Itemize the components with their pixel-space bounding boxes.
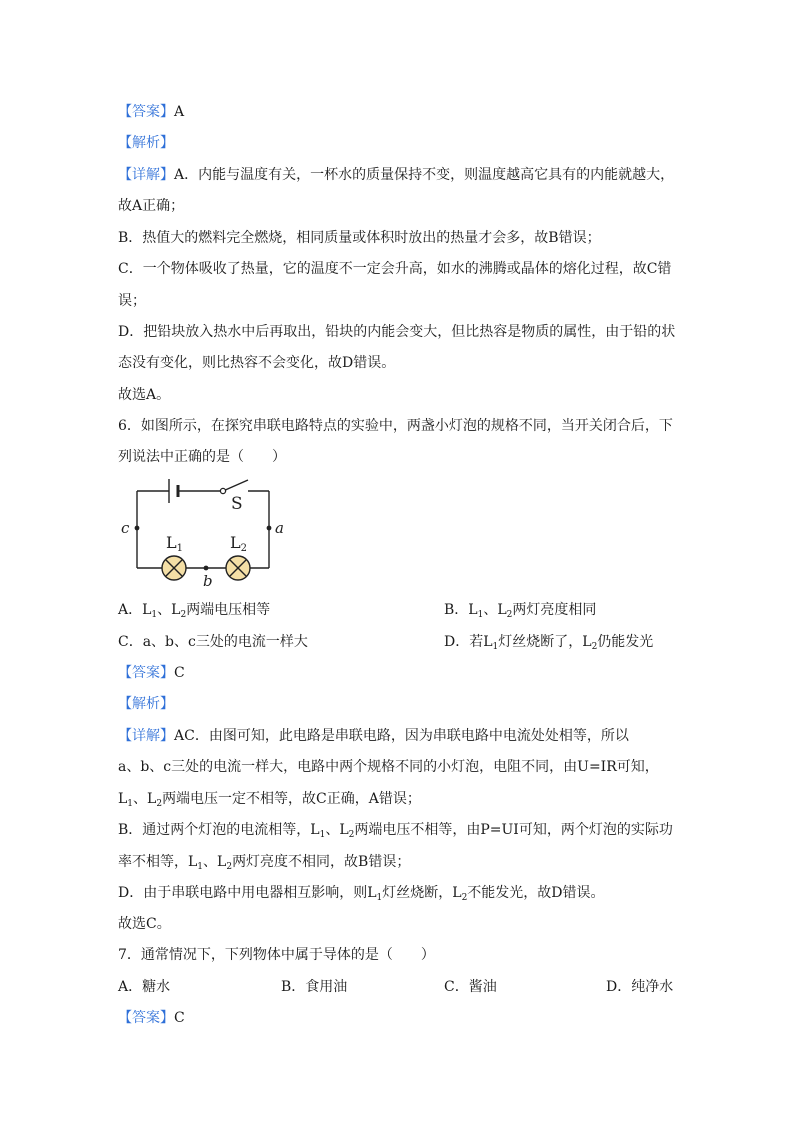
lamp-2-icon: [226, 556, 250, 580]
q7-option-c: C．酱油: [444, 979, 497, 995]
analysis-tag: 【解析】: [118, 135, 174, 151]
detail-line-6f: D．由于串联电路中用电器相互影响，则$L_1$灯丝烧断，$L_2$不能发光，故D错误。: [118, 885, 605, 903]
answer-line-7: [118, 1008, 185, 1028]
switch-blade: [223, 480, 248, 491]
lamp-2-label: L2: [230, 533, 247, 554]
detail-line-6c: $L_1$、$L_2$两端电压一定不相等，故C正确，A错误；: [118, 791, 421, 809]
answer-tag: 【答案】: [118, 1010, 174, 1026]
junction-a: [267, 526, 272, 531]
point-c-label: c: [121, 519, 130, 537]
option-b-explanation: B．热值大的燃料完全燃烧，相同质量或体积时放出的热量才会多，故B错误；: [118, 230, 601, 246]
switch-label: S: [231, 494, 243, 514]
answer-value: A: [174, 104, 185, 120]
answer-value: C: [174, 1010, 185, 1026]
lamp-1-label: L1: [166, 533, 183, 554]
q7-option-a: A．糖水: [118, 979, 171, 995]
question-7-stem: 7．通常情况下，下列物体中属于导体的是（ ）: [118, 947, 435, 963]
option-d-explanation-cont: 态没有变化，则比热容不会变化，故D错误。: [118, 355, 396, 371]
detail-tag: 【详解】: [118, 728, 174, 744]
detail-text: A．内能与温度有关，一杯水的质量保持不变，则温度越高它具有的内能就越大，: [174, 167, 675, 183]
q7-option-d: D．纯净水: [606, 979, 674, 995]
option-b: B．$L_1$、$L_2$两灯亮度相同: [444, 602, 597, 620]
detail-line-6: 【详解】AC．由图可知，此电路是串联电路，因为串联电路中电流处处相等，所以: [118, 728, 629, 744]
detail-line-6d: B．通过两个灯泡的电流相等，$L_1$、$L_2$两端电压不相等，由P=UI可知，两个灯泡的实际功: [118, 822, 673, 840]
junction-b: [204, 566, 209, 571]
circuit-diagram: [118, 476, 298, 586]
question-6-stem-cont: 列说法中正确的是（ ）: [118, 449, 286, 465]
question-6-stem: 6．如图所示，在探究串联电路特点的实验中，两盏小灯泡的规格不同，当开关闭合后，下: [118, 418, 673, 434]
conclusion: 故选A。: [118, 387, 171, 403]
detail-tag: 【详解】: [118, 167, 174, 183]
junction-c: [135, 526, 140, 531]
detail-line-6e: 率不相等，$L_1$、$L_2$两灯亮度不相同，故B错误；: [118, 854, 411, 872]
option-d: D．若$L_1$灯丝烧断了，$L_2$仍能发光: [444, 634, 654, 652]
point-a-label: a: [275, 519, 284, 537]
option-a: A．$L_1$、$L_2$两端电压相等: [118, 602, 271, 620]
option-c-explanation-cont: 误；: [118, 293, 146, 309]
analysis-tag-6: 【解析】: [118, 696, 174, 712]
option-c: C．a、b、c三处的电流一样大: [118, 634, 308, 650]
lamp-1-icon: [162, 556, 186, 580]
detail-line-6b: a、b、c三处的电流一样大，电路中两个规格不同的小灯泡，电阻不同，由U=IR可知，: [118, 759, 659, 775]
option-c-explanation: C．一个物体吸收了热量，它的温度不一定会升高，如水的沸腾或晶体的熔化过程，故C错: [118, 261, 672, 277]
answer-value: C: [174, 665, 185, 681]
answer-line-6: [118, 663, 185, 683]
conclusion-6: 故选C。: [118, 916, 171, 932]
answer-tag: 【答案】: [118, 665, 174, 681]
detail-line-2: 故A正确；: [118, 198, 185, 214]
answer-tag: 【答案】: [118, 104, 174, 120]
point-b-label: b: [203, 572, 213, 586]
q7-option-b: B．食用油: [281, 979, 348, 995]
switch-contact: [220, 488, 225, 493]
option-d-explanation: D．把铅块放入热水中后再取出，铅块的内能会变大，但比热容是物质的属性，由于铅的状: [118, 324, 676, 340]
detail-line: [118, 165, 674, 185]
answer-line: [118, 102, 184, 122]
